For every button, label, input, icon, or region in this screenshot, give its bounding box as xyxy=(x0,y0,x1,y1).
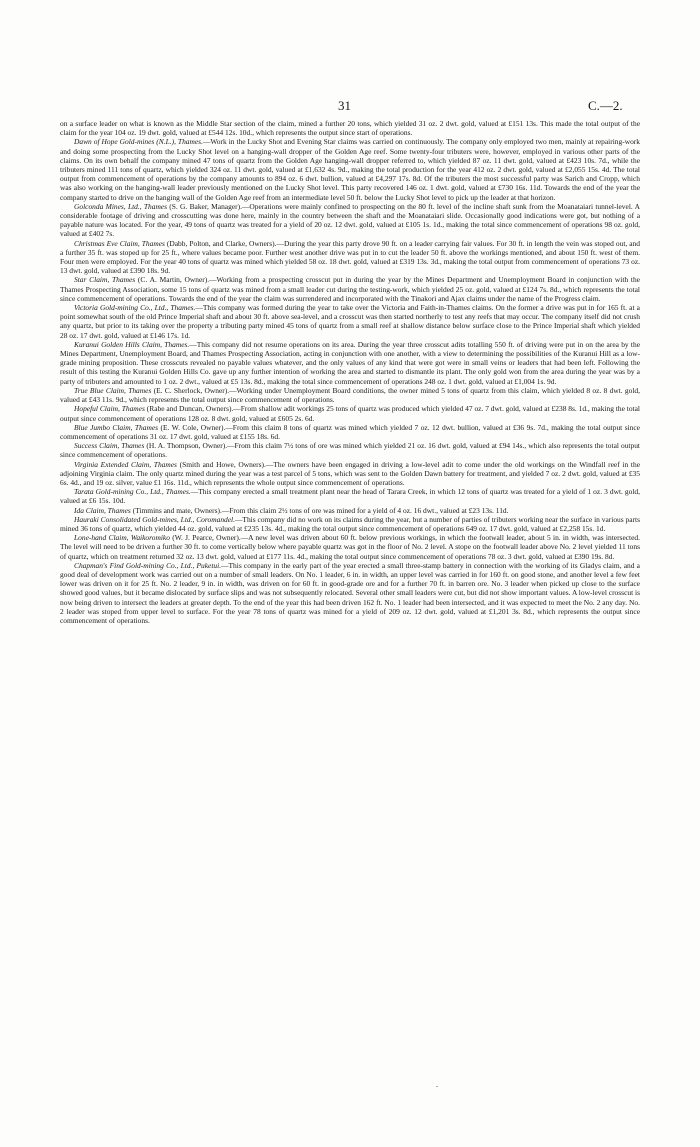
paragraph-text: —This company did not resume operations on its area. During the year three crosscut adits totalling 550 ft. of driving were put in on the area by the Mines Department, Unemployment Board, and Thames Prospecting Association, acting in conjunction with one another, with a view to determining the possibilities of the Kuranui Hill as a low-grade mining proposition. These crosscuts revealed no payable values whatever, and the only values of any kind that were got were in small veins or leaders that had been left. Following the result of this testing the Kuranui Golden Hills Co. gave up any further intention of working the area and started to dismantle its plant. The only gold won from the area during the year was by a party of tributers and amounted to 1 oz. 2 dwt., valued at £5 13s. 8d., making the total since commencement of operations 248 oz. 1 dwt. gold, valued at £1,004 1s. 9d. xyxy=(60,339,640,386)
paragraph xyxy=(60,423,640,441)
paragraph xyxy=(60,506,640,515)
paragraph-text: (Smith and Howe, Owners).—The owners have been engaged in driving a low-level adit to come under the old workings on the Windfall reef in the adjoining Virginia claim. The only quartz mined during the year was a test parcel of 5 tons, which was sent to the Golden Dawn battery for treatment, and yielded 7 oz. 2 dwt. gold, valued at £35 6s. 4d., and 19 oz. silver, value £1 16s. 11d., which represents the whole output since commencement of operations. xyxy=(60,459,640,487)
document-body xyxy=(60,119,640,625)
paragraph-text: (W. J. Pearce, Owner).—A new level was driven about 60 ft. below previous workings, in which the footwall leader, about 5 in. in width, was intersected. The level will need to be driven a further 30 ft. to come vertically below where payable quartz was got in the floor of No. 2 level. A stope on the footwall leader above No. 2 level yielded 11 tons of quartz, which on treatment returned 32 oz. 13 dwt. gold, valued at £177 11s. 4d., making the total output since commencement of operations 78 oz. 3 dwt. gold, valued at £390 19s. 8d. xyxy=(60,533,640,561)
paragraph: on a surface leader on what is known as the Middle Star section of the claim, mined a further 20 tons, which yielded 31 oz. 2 dwt. gold, valued at £151 13s. This made the total output of the claim for the year 104 oz. 19 dwt. gold, valued at £544 12s. 10d., which represents the output since start of operations. xyxy=(60,119,640,138)
paragraph xyxy=(60,137,640,201)
paragraph-text: —This company was formed during the year to take over the Victoria and Faith-in-Thames claims. On the former a drive was put in for 165 ft. at a point somewhat south of the old Prince Imperial shaft and about 30 ft. above sea-level, and a crosscut was then started northerly to test any reefs that may occur. The company itself did not crush any quartz, but prior to its taking over the property a tributing party mined 45 tons of quartz from a small reef at shallow distance below surface close to the Prince Imperial shaft which yielded 28 oz. 17 dwt. gold, valued at £146 17s. 1d. xyxy=(60,303,640,340)
page-mark: . xyxy=(436,1080,438,1089)
paragraph xyxy=(60,561,640,625)
paragraph xyxy=(60,386,640,404)
paragraph-title: Lone-hand Claim, Waikoromiko xyxy=(74,533,170,543)
paragraph xyxy=(60,533,640,561)
paragraph-title: Dawn of Hope Gold-mines (N.L.), Thames. xyxy=(74,137,203,147)
paragraph xyxy=(60,441,640,459)
paragraph xyxy=(60,487,640,505)
paragraph-text: (C. A. Martin, Owner).—Working from a prospecting crosscut put in during the year by the Mines Department and Unemployment Board in conjunction with the Thames Prospecting Association, some 15 tons of quartz was mined from a small leader cut during the testing-work, which yielded 25 oz. gold, valued at £124 7s. 8d., which represents the total since commencement of operations. Towards the end of the year the claim was surrendered and incorporated with the Tinakori and Ajax claims under the name of the Progress claim. xyxy=(60,275,640,303)
paragraph-title: Ida Claim, Thames xyxy=(74,505,131,515)
paragraph xyxy=(60,404,640,422)
paragraph-text: (E. W. Cole, Owner).—From this claim 8 tons of quartz was mined which yielded 7 oz. 12 dwt. bullion, valued at £36 9s. 7d., making the total output since commencement of operations 31 oz. 17 dwt. gold, valued at £155 18s. 6d. xyxy=(60,422,640,441)
paragraph-title: Chapman's Find Gold-mining Co., Ltd., Puketui. xyxy=(74,560,222,570)
paragraph-title: Hopeful Claim, Thames xyxy=(74,404,145,414)
page-number: 31 xyxy=(338,98,351,113)
paragraph-title: Kuranui Golden Hills Claim, Thames. xyxy=(74,339,190,349)
paragraph-text: (Timmins and mate, Owners).—From this claim 2½ tons of ore was mined for a yield of 4 oz. 16 dwt., valued at £23 13s. 11d. xyxy=(130,505,509,515)
paragraph xyxy=(60,202,640,239)
paragraph-title: Virginia Extended Claim, Thames xyxy=(74,459,177,469)
paragraph xyxy=(60,460,640,488)
paragraph-title: Tarata Gold-mining Co., Ltd., Thames. xyxy=(74,487,191,497)
paragraph xyxy=(60,515,640,533)
paragraph xyxy=(60,275,640,303)
paragraph xyxy=(60,239,640,276)
paragraph-title: True Blue Claim, Thames xyxy=(74,385,152,395)
paragraph-title: Success Claim, Thames xyxy=(74,441,145,451)
paragraph-text: —This company erected a small treatment plant near the head of Tarara Creek, in which 12 tons of quartz was treated for a yield of 1 oz. 3 dwt. gold, valued at £6 15s. 10d. xyxy=(60,487,640,506)
paragraph-text: —This company did no work on its claims during the year, but a number of parties of tributers working near the surface in various parts mined 36 tons of quartz, which yielded 44 oz. gold, valued at £235 13s. 4d., making the total output since commencement of operations 649 oz. 17 dwt. gold, valued at £2,258 15s. 1d. xyxy=(60,514,640,533)
paragraph-title: Star Claim, Thames xyxy=(74,275,136,285)
paragraph-text: (Dabb, Polton, and Clarke, Owners).—During the year this party drove 90 ft. on a leader carrying fair values. For 30 ft. in length the vein was stoped out, and a further 35 ft. was stoped up for 25 ft., where values became poor. Further west another drive was put in to cut the leader 50 ft. above the workings mentioned, and about 150 ft. west of them. Four men were employed. For the year 40 tons of quartz was mined which yielded 58 oz. 18 dwt. gold, valued at £319 13s. 3d., making the total output from commencement of operations 73 oz. 13 dwt. gold, valued at £390 18s. 9d. xyxy=(60,238,640,276)
paragraph-text: (S. G. Baker, Manager).—Operations were mainly confined to prospecting on the 80 ft. level of the incline shaft sunk from the Moanataiari tunnel-level. A considerable footage of driving and crosscutting was done here, mainly in the country between the shaft and the Moanataiari slide. Occasionally good indications were got, but nothing of a payable nature was located. For the year, 49 tons of quartz was treated for a yield of 20 oz. 12 dwt. gold, valued at £105 1s. 1d., making the total since commencement of operations 98 oz. gold, valued at £402 7s. xyxy=(60,201,640,239)
paragraph-title: Victoria Gold-mining Co., Ltd., Thames. xyxy=(74,303,196,313)
paragraph xyxy=(60,340,640,386)
paragraph-title: Blue Jumbo Claim, Thames xyxy=(74,422,159,432)
paragraph-title: Christmas Eve Claim, Thames xyxy=(74,238,165,248)
paragraph-text: (H. A. Thompson, Owner).—From this claim 7½ tons of ore was mined which yielded 21 oz. 16 dwt. gold, valued at £94 14s., which also represents the total output since commencement of operations. xyxy=(60,441,640,460)
page-reference: C.—2. xyxy=(588,98,623,113)
paragraph-text: —Work in the Lucky Shot and Evening Star claims was carried on continuously. The company only employed two men, mainly at repairing-work and doing some prospecting from the Lucky Shot level on a hanging-wall dropper of the Golden Age reef. Some twenty-four tributers were, however, employed in various other parts of the claims. On its own behalf the company mined 47 tons of quartz from the Golden Age hanging-wall dropper referred to, which yielded 87 oz. 11 dwt. gold, valued at £423 10s. 7d., while the tributers mined 111 tons of quartz, which yielded 324 oz. 11 dwt. gold, valued at £1,632 4s. 9d., making the total production for the year 412 oz. 2 dwt. gold, valued at £2,055 15s. 4d. The total output from commencement of operations by the company amounts to 894 oz. 6 dwt. bullion, valued at £4,297 17s. 8d. Of the tributers the most successful party was Sarich and Cropp, which was also working on the hanging-wall leader previously mentioned on the Lucky Shot level. This party recovered 146 oz. 1 dwt. gold, valued at £730 16s. 11d. Towards the end of the year the company started to drive on the hanging wall of the Golden Age reef from an intermediate level 50 ft. below the Lucky Shot level to pick up the leader at that horizon. xyxy=(60,137,640,202)
paragraph-text: —This company in the early part of the year erected a small three-stamp battery in connection with the working of its Gladys claim, and a good deal of development work was carried out on a number of small leaders. On No. 1 leader, 6 in. in width, an upper level was carried in for 160 ft. on good stone, and another level a few feet lower was driven on it for 25 ft. No. 2 leader, 9 in. in width, was driven on for 60 ft. in good-grade ore and for a further 70 ft. in barren ore. No. 3 leader when picked up close to the surface showed good values, but it became dislocated by surface slips and was not subsequently relocated. Several other small leaders were cut, but did not show important values. A low-level crosscut is now being driven to intersect the leaders at greater depth. To the end of the year this had been driven 162 ft. No. 1 leader had been intersected, and it was expected to meet the No. 2 any day. No. 2 leader was stoped from upper level to surface. For the year 78 tons of quartz was mined for a yield of 209 oz. 12 dwt. gold, valued at £1,201 3s. 8d., which represents the output since commencement of operations. xyxy=(60,560,640,625)
paragraph-text: (Rabe and Duncan, Owners).—From shallow adit workings 25 tons of quartz was produced which yielded 47 oz. 7 dwt. gold, valued at £238 8s. 1d., making the total output since commencement of operations 128 oz. 8 dwt. gold, valued at £605 2s. 6d. xyxy=(60,404,640,423)
paragraph xyxy=(60,303,640,340)
paragraph-title: Golconda Mines, Ltd., Thames xyxy=(74,201,168,211)
paragraph-title: Hauraki Consolidated Gold-mines, Ltd., Coromandel. xyxy=(74,514,235,524)
paragraph-text: (E. C. Sherlock, Owner).—Working under Unemployment Board conditions, the owner mined 5 tons of quartz from this claim, which yielded 8 oz. 8 dwt. gold, valued at £43 11s. 9d., which represents the total output since commencement of operations. xyxy=(60,385,640,405)
